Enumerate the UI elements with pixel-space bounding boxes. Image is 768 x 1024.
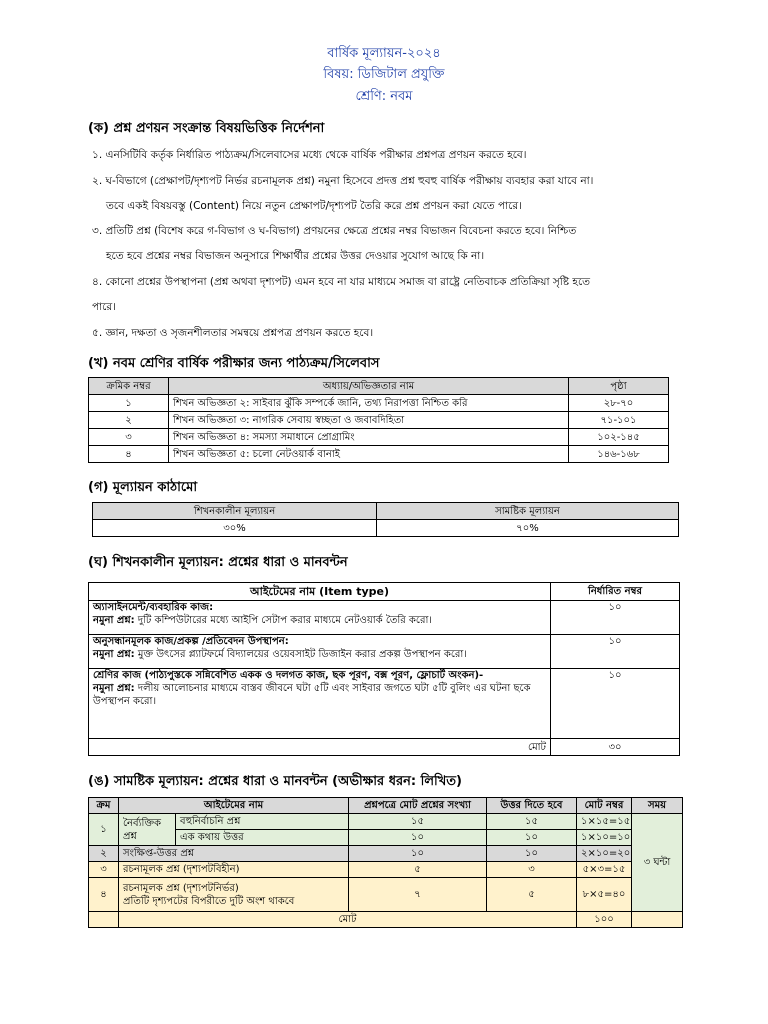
cell-total-q: ৭ xyxy=(349,878,487,912)
cell-serial: ১ xyxy=(89,395,169,412)
col-header-page: পৃষ্ঠা xyxy=(569,378,669,395)
cell-item-name: রচনামূলক প্রশ্ন (দৃশ্যপটবিহীন) xyxy=(119,862,349,878)
table-row xyxy=(89,412,669,429)
sample-question: দুটি কম্পিউটারের মধ্যে আইপি সেটাপ করার মাধ্যমে নেটওয়ার্ক তৈরি করো। xyxy=(134,615,432,626)
sample-label: নমুনা প্রশ্ন: xyxy=(93,615,135,626)
section-umo-title: (ঙ) সামষ্টিক মূল্যায়ন: প্রশ্নের ধারা ও মানবন্টন (অভীক্ষার ধরন: লিখিত) xyxy=(88,774,462,789)
cell-answer: ১০ xyxy=(487,830,577,846)
table-row xyxy=(89,395,669,412)
instruction-2b: তবে একই বিষয়বস্তু (Content) নিয়ে নতুন প্রেক্ষাপট/দৃশ্যপট তৈরি করে প্রশ্ন প্রণয়ন করা যেতে পারে। xyxy=(106,200,522,212)
cell-total-q: ১০ xyxy=(349,830,487,846)
cell-marks: ১×১০=১০ xyxy=(577,830,632,846)
col-header-chapter: অধ্যায়/অভিজ্ঞতার নাম xyxy=(169,378,569,395)
cell-chapter: শিখন অভিজ্ঞতা ৩: নাগরিক সেবায় স্বচ্ছতা ও জবাবদিহিতা xyxy=(169,412,569,429)
cell-serial: ২ xyxy=(89,412,169,429)
item-marks: ১০ xyxy=(551,635,680,669)
total-marks: ৩০ xyxy=(551,739,680,756)
item-cell xyxy=(89,669,551,739)
assessment-framework-table xyxy=(92,502,679,537)
table-row xyxy=(89,429,669,446)
table-row xyxy=(89,878,683,912)
cell-marks: ৮×৫=৪০ xyxy=(577,878,632,912)
cell-serial: ১ xyxy=(89,814,119,846)
instruction-4b: পারে। xyxy=(92,301,116,313)
col-header-item-name: আইটেমের নাম xyxy=(119,798,349,814)
cell-page: ১৪৬-১৬৮ xyxy=(569,446,669,463)
cell-serial: ৪ xyxy=(89,446,169,463)
cell-serial: ২ xyxy=(89,846,119,862)
cell-chapter: শিখন অভিজ্ঞতা ৪: সমস্যা সমাধানে প্রোগ্রামিং xyxy=(169,429,569,446)
item-heading: অ্যাসাইনমেন্ট/ব্যবহারিক কাজ: xyxy=(93,602,214,613)
cell-answer: ৫ xyxy=(487,878,577,912)
total-label: মোট xyxy=(119,912,577,928)
summative-percent: ৭০% xyxy=(377,520,679,537)
sample-question: মুক্ত উৎসের প্ল্যাটফর্মে বিদ্যালয়ের ওয়েবসাইট ডিজাইন করার প্রকল্প উপস্থাপন করো। xyxy=(134,649,467,660)
section-ga-title: (গ) মূল্যায়ন কাঠামো xyxy=(88,480,198,495)
instruction-3b: হতে হবে প্রশ্নের নম্বর বিভাজন অনুসারে শিক্ষার্থীর প্রশ্নের উত্তর দেওয়ার সুযোগ আছে কি না। xyxy=(106,250,485,262)
item-cell xyxy=(89,601,551,635)
item-cell xyxy=(89,635,551,669)
instruction-1: ১. এনসিটিবি কর্তৃক নির্ধারিত পাঠ্যক্রম/সিলেবাসের মধ্যে থেকে বার্ষিক পরীক্ষার প্রশ্নপত্র প্রণয়ন করতে হবে। xyxy=(92,149,527,161)
cell-answer: ১৫ xyxy=(487,814,577,830)
cell-chapter: শিখন অভিজ্ঞতা ৫: চলো নেটওয়ার্ক বানাই xyxy=(169,446,569,463)
cell-page: ২৮-৭০ xyxy=(569,395,669,412)
sample-question: দলীয় আলোচনার মাধ্যমে বাস্তব জীবনে ঘটা ৫টি এবং সাইবার জগতে ঘটা ৫টি বুলিং এর ঘটনা ছকে উপস্থাপন করো। xyxy=(93,683,531,707)
item-marks: ১০ xyxy=(551,669,680,739)
item-name-line2: প্রতিটি দৃশ্যপটের বিপরীতে দুটি অংশ থাকবে xyxy=(123,895,295,907)
sample-label: নমুনা প্রশ্ন: xyxy=(93,649,135,660)
item-marks: ১০ xyxy=(551,601,680,635)
cell-marks: ২×১০=২০ xyxy=(577,846,632,862)
col-header-serial: ক্রমিক নম্বর xyxy=(89,378,169,395)
subject-line: বিষয়: ডিজিটাল প্রযুক্তি xyxy=(323,67,445,82)
cell-page: ৭১-১০১ xyxy=(569,412,669,429)
cell-time: ৩ ঘন্টা xyxy=(632,814,683,912)
formative-percent: ৩০% xyxy=(93,520,377,537)
cell-marks: ১×১৫=১৫ xyxy=(577,814,632,830)
cell-page: ১০২-১৪৫ xyxy=(569,429,669,446)
cell-total-q: ১৫ xyxy=(349,814,487,830)
col-header-total-marks: মোট নম্বর xyxy=(577,798,632,814)
item-name-line1: রচনামূলক প্রশ্ন (দৃশ্যপটনির্ভর) xyxy=(123,882,239,894)
section-ka-title: (ক) প্রশ্ন প্রণয়ন সংক্রান্ত বিষয়ভিত্তিক নির্দেশনা xyxy=(88,121,325,136)
col-header-total-questions: প্রশ্নপত্রে মোট প্রশ্নের সংখ্যা xyxy=(349,798,487,814)
col-header-answer: উত্তর দিতে হবে xyxy=(487,798,577,814)
instruction-5: ৫. জ্ঞান, দক্ষতা ও সৃজনশীলতার সমন্বয়ে প্রশ্নপত্র প্রণয়ন করতে হবে। xyxy=(92,327,374,339)
instruction-2a: ২. ঘ-বিভাগে (প্রেক্ষাপট/দৃশ্যপট নির্ভর রচনামূলক প্রশ্ন) নমুনা হিসেবে প্রদত্ত প্রশ্ন হুবহু বার্ষিক পরীক্ষায় ব্যবহার করা যাবে না। xyxy=(92,175,594,187)
cell-item-name: বহুনির্বাচনি প্রশ্ন xyxy=(176,814,349,830)
table-row xyxy=(89,846,683,862)
cell-item-name: এক কথায় উত্তর xyxy=(176,830,349,846)
cell-serial: ৩ xyxy=(89,429,169,446)
class-line: শ্রেণি: নবম xyxy=(355,89,413,104)
table-row xyxy=(89,601,680,635)
cell-blank xyxy=(632,912,683,928)
summative-table xyxy=(88,797,683,928)
col-header-item-type: আইটেমের নাম (Item type) xyxy=(89,583,551,601)
cell-total-q: ৫ xyxy=(349,862,487,878)
cell-chapter: শিখন অভিজ্ঞতা ২: সাইবার ঝুঁকি সম্পর্কে জানি, তথ্য নিরাপত্তা নিশ্চিত করি xyxy=(169,395,569,412)
cell-item-name: সংক্ষিপ্ত-উত্তর প্রশ্ন xyxy=(119,846,349,862)
cell-blank xyxy=(89,912,119,928)
table-row xyxy=(89,862,683,878)
instruction-4a: ৪. কোনো প্রশ্নের উপস্থাপনা (প্রশ্ন অথবা দৃশ্যপট) এমন হবে না যার মাধ্যমে সমাজ বা রাষ্ট্রে নেতিবাচক প্রতিক্রিয়া সৃষ্টি হতে xyxy=(92,276,591,288)
cell-total-q: ১০ xyxy=(349,846,487,862)
col-header-summative: সামষ্টিক মূল্যায়ন xyxy=(377,503,679,520)
instruction-3a: ৩. প্রতিটি প্রশ্ন (বিশেষ করে গ-বিভাগ ও ঘ-বিভাগ) প্রণয়নের ক্ষেত্রে প্রশ্নের নম্বর বিভাজন বিবেচনা করতে হবে। নিশ্চিত xyxy=(92,225,577,237)
sample-label: নমুনা প্রশ্ন: xyxy=(93,683,135,694)
cell-group: নৈর্ব্যক্তিক প্রশ্ন xyxy=(119,814,176,846)
item-heading: শ্রেণির কাজ (পাঠ্যপুস্তকে সন্নিবেশিত একক ও দলগত কাজ, ছক পূরণ, বক্স পূরণ, ফ্লোচার্ট অংকন)- xyxy=(93,670,484,681)
cell-serial: ৩ xyxy=(89,862,119,878)
cell-marks: ৫×৩=১৫ xyxy=(577,862,632,878)
formative-table xyxy=(88,582,680,756)
table-row xyxy=(89,669,680,739)
col-header-serial: ক্রম xyxy=(89,798,119,814)
table-row xyxy=(89,814,683,830)
table-row xyxy=(89,635,680,669)
total-marks: ১০০ xyxy=(577,912,632,928)
section-kha-title: (খ) নবম শ্রেণির বার্ষিক পরীক্ষার জন্য পাঠ্যক্রম/সিলেবাস xyxy=(88,356,380,371)
cell-serial: ৪ xyxy=(89,878,119,912)
item-heading: অনুসন্ধানমূলক কাজ/প্রকল্প /প্রতিবেদন উপস্থাপন: xyxy=(93,636,289,647)
syllabus-table xyxy=(88,377,669,463)
col-header-formative: শিখনকালীন মূল্যায়ন xyxy=(93,503,377,520)
exam-title: বার্ষিক মূল্যায়ন-২০২৪ xyxy=(327,46,441,61)
cell-item-name xyxy=(119,878,349,912)
cell-answer: ৩ xyxy=(487,862,577,878)
total-label: মোট xyxy=(89,739,551,756)
section-gha-title: (ঘ) শিখনকালীন মূল্যায়ন: প্রশ্নের ধারা ও মানবন্টন xyxy=(88,555,348,570)
table-row xyxy=(89,446,669,463)
col-header-time: সময় xyxy=(632,798,683,814)
cell-answer: ১০ xyxy=(487,846,577,862)
col-header-marks: নির্ধারিত নম্বর xyxy=(551,583,680,601)
table-row xyxy=(89,830,683,846)
